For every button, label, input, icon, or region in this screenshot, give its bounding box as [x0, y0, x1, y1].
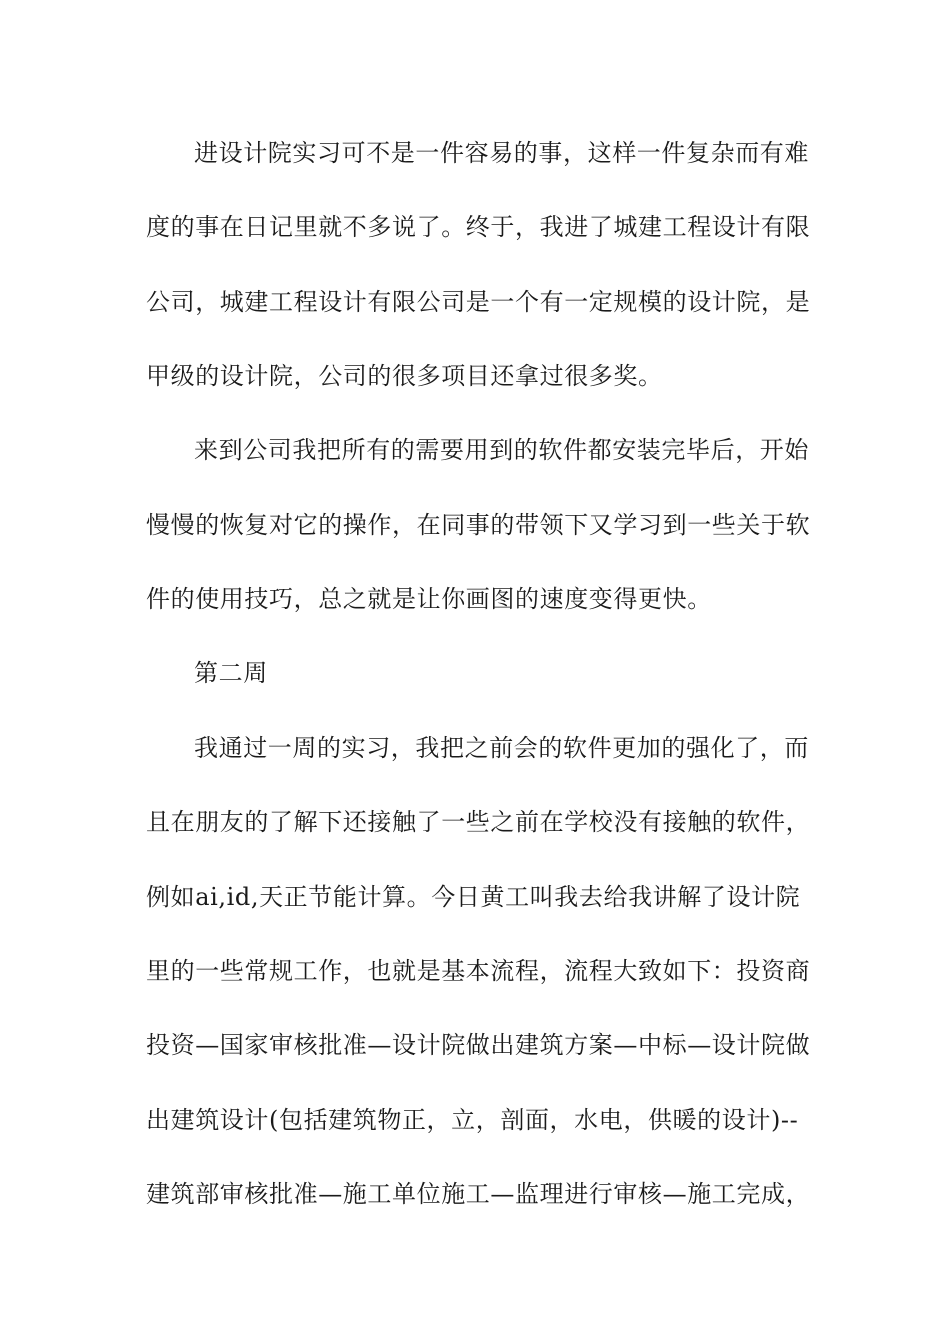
paragraph-3-line-2: 且在朋友的了解下还接触了一些之前在学校没有接触的软件， — [146, 808, 811, 836]
paragraph-3-line-4: 里的一些常规工作，也就是基本流程，流程大致如下：投资商 — [146, 957, 811, 985]
paragraph-3-line-6: 出建筑设计(包括建筑物正，立，剖面，水电，供暖的设计)-- — [146, 1106, 799, 1134]
paragraph-3-line-7: 建筑部审核批准—施工单位施工—监理进行审核—施工完成， — [146, 1180, 811, 1208]
paragraph-1-line-4: 甲级的设计院，公司的很多项目还拿过很多奖。 — [146, 362, 663, 390]
paragraph-2-line-3: 件的使用技巧，总之就是让你画图的速度变得更快。 — [146, 585, 712, 613]
paragraph-2-line-2: 慢慢的恢复对它的操作，在同事的带领下又学习到一些关于软 — [146, 511, 811, 539]
paragraph-3-line-5: 投资—国家审核批准—设计院做出建筑方案—中标—设计院做 — [146, 1031, 811, 1059]
paragraph-1-line-2: 度的事在日记里就不多说了。终于，我进了城建工程设计有限 — [146, 213, 811, 241]
paragraph-2-line-1: 来到公司我把所有的需要用到的软件都安装完毕后，开始 — [194, 436, 809, 464]
paragraph-3-line-3: 例如ai,id,天正节能计算。今日黄工叫我去给我讲解了设计院 — [146, 883, 801, 911]
paragraph-3-line-1: 我通过一周的实习，我把之前会的软件更加的强化了，而 — [194, 734, 809, 762]
section-heading-week-two: 第二周 — [194, 659, 268, 687]
paragraph-1-line-3: 公司，城建工程设计有限公司是一个有一定规模的设计院，是 — [146, 288, 811, 316]
paragraph-1-line-1: 进设计院实习可不是一件容易的事，这样一件复杂而有难 — [194, 139, 809, 167]
